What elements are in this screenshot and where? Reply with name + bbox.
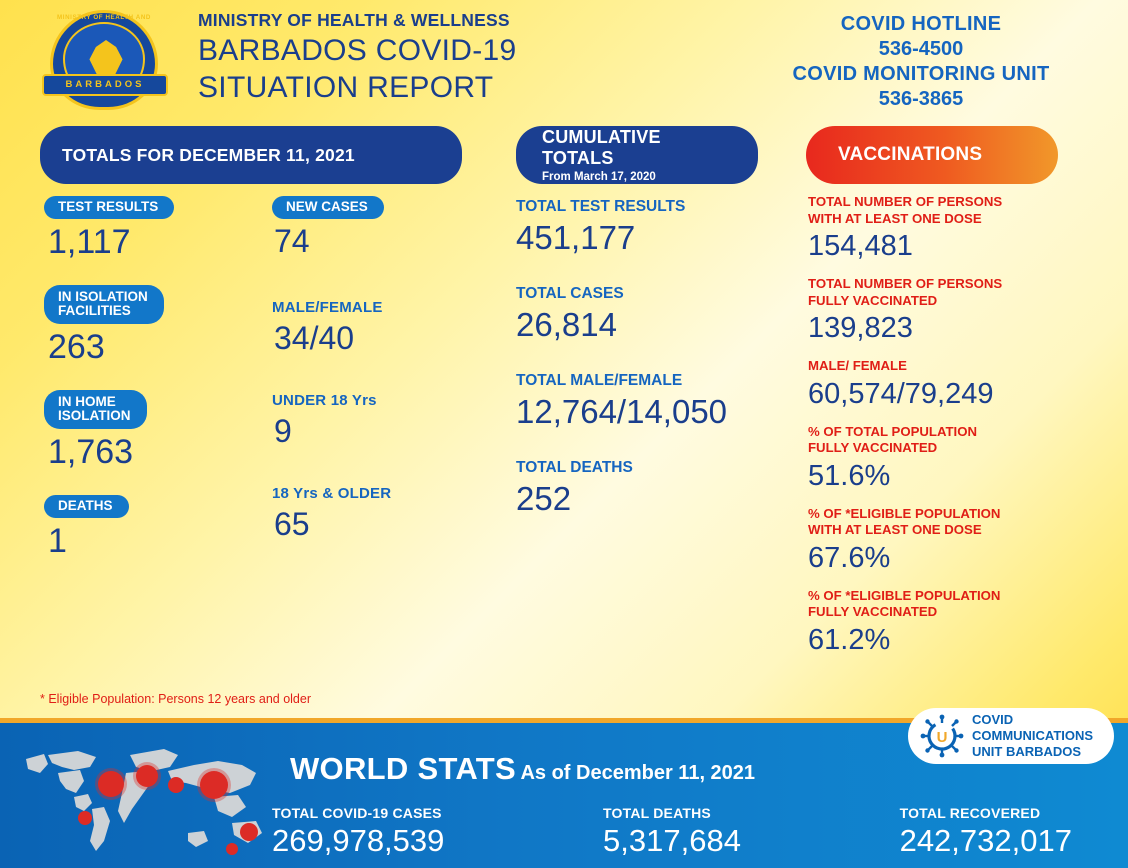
stat-value: 26,814 [516, 306, 617, 343]
stat-value: 1,117 [48, 223, 131, 261]
stat-label: TOTAL COVID-19 CASES [272, 805, 442, 821]
world-total-cases [272, 805, 444, 859]
stat-label-line2: FULLY VACCINATED [808, 292, 938, 308]
covid-unit-virus-icon [920, 714, 964, 758]
stat-label: UNDER 18 Yrs [272, 392, 377, 409]
report-titles [198, 10, 718, 105]
ministry-crest-logo [30, 8, 178, 112]
stat-label: DEATHS [44, 495, 129, 518]
cumulative-column [516, 198, 784, 542]
stat-label: TOTAL CASES [516, 285, 624, 302]
stat-label [44, 390, 147, 429]
stat-in-isolation-facilities [44, 285, 264, 368]
vax-at-least-one-dose [808, 194, 1068, 264]
virus-marker-icon [200, 771, 228, 799]
stat-value: 60,574/79,249 [808, 377, 994, 410]
virus-marker-icon [136, 765, 158, 787]
vax-fully-vaccinated [808, 276, 1068, 346]
vax-pct-eligible-fully [808, 588, 1068, 658]
daily-totals-header: TOTALS FOR DECEMBER 11, 2021 [40, 126, 462, 184]
stat-deaths [44, 495, 264, 562]
eligible-population-footnote: * Eligible Population: Persons 12 years and older [40, 692, 312, 706]
world-total-recovered [900, 805, 1072, 859]
world-stats-title-group [290, 751, 755, 787]
stat-label-line1: MALE/ FEMALE [808, 358, 907, 373]
daily-left-column [44, 196, 264, 584]
stat-under-18 [272, 392, 482, 451]
stat-value: 65 [274, 506, 310, 542]
stat-value: 1,763 [48, 433, 134, 471]
stat-value: 139,823 [808, 312, 913, 344]
stat-label: TOTAL DEATHS [603, 805, 711, 821]
stat-value: 154,481 [808, 230, 913, 262]
report-header [0, 0, 1128, 118]
stat-label-line2: FULLY VACCINATED [808, 440, 938, 455]
contact-block [756, 12, 1086, 112]
stat-label-line1: % OF TOTAL POPULATION [808, 423, 977, 439]
stat-in-home-isolation [44, 390, 264, 473]
stat-label: TEST RESULTS [44, 196, 174, 219]
stat-label: TOTAL RECOVERED [899, 805, 1041, 821]
ministry-name: MINISTRY OF HEALTH & WELLNESS [198, 10, 510, 30]
stat-value: 51.6% [808, 459, 891, 492]
stat-label: TOTAL TEST RESULTS [516, 198, 686, 215]
stat-label-line2: FULLY VACCINATED [808, 604, 938, 619]
stat-value: 67.6% [808, 541, 891, 574]
stat-value: 242,732,017 [899, 823, 1072, 858]
cumulative-header-line2: From March 17, 2020 [542, 171, 656, 183]
stat-18-and-older [272, 485, 482, 544]
vax-pct-total-population-fully [808, 424, 1068, 494]
cumulative-total-cases [516, 285, 784, 346]
stat-label-line2: WITH AT LEAST ONE DOSE [808, 210, 982, 226]
virus-marker-icon [226, 843, 238, 855]
stat-value: 74 [274, 223, 310, 259]
stat-label-line1: IN HOME [58, 394, 116, 409]
stat-value: 12,764/14,050 [516, 393, 728, 430]
report-title-line1: BARBADOS COVID-19 [198, 34, 517, 67]
stat-label: TOTAL MALE/FEMALE [516, 372, 683, 389]
monitoring-unit-number[interactable]: 536-3865 [878, 88, 964, 110]
cumulative-totals-header [516, 126, 758, 184]
virus-marker-icon [98, 771, 124, 797]
stat-label: NEW CASES [272, 196, 384, 219]
world-stats-subtitle: As of December 11, 2021 [520, 762, 756, 784]
stat-value: 61.2% [808, 623, 891, 656]
stat-label-line1: % OF *ELIGIBLE POPULATION [808, 505, 1001, 521]
world-map-graphic [18, 737, 276, 859]
svg-text:U: U [936, 729, 948, 746]
world-stats-title: WORLD STATS [290, 751, 517, 786]
stat-male-female [272, 299, 482, 358]
vax-male-female [808, 358, 1068, 412]
ccu-line1: COVID COMMUNICATIONS [972, 712, 1094, 743]
stat-new-cases [272, 196, 482, 261]
vaccinations-header: VACCINATIONS [806, 126, 1058, 184]
ccu-line2: UNIT BARBADOS [972, 744, 1082, 759]
crest-country-band: BARBADOS [42, 74, 168, 96]
ccu-logo-badge [908, 708, 1114, 764]
stat-label: 18 Yrs & OLDER [272, 485, 392, 502]
cumulative-total-male-female [516, 372, 784, 433]
stat-label-line2: ISOLATION [58, 408, 131, 423]
daily-second-column [272, 196, 482, 566]
stat-value: 1 [48, 522, 67, 560]
stat-label-line1: % OF *ELIGIBLE POPULATION [808, 587, 1001, 603]
stat-value: 269,978,539 [272, 823, 445, 858]
crest-ring-top-text: MINISTRY OF HEALTH AND [57, 14, 151, 21]
stat-value: 34/40 [274, 320, 355, 356]
stat-label-line1: IN ISOLATION [58, 289, 148, 304]
stat-label: TOTAL DEATHS [516, 459, 633, 476]
stat-label-line2: FACILITIES [58, 303, 131, 318]
stat-value: 252 [516, 480, 572, 517]
stat-value: 9 [274, 413, 292, 449]
vaccinations-column [808, 194, 1068, 670]
cumulative-total-deaths [516, 459, 784, 520]
world-stats-list [272, 805, 1072, 859]
stat-value: 5,317,684 [603, 823, 741, 858]
ccu-text-block [972, 712, 1114, 760]
stat-label [44, 285, 164, 324]
stat-label-line1: TOTAL NUMBER OF PERSONS [808, 194, 1003, 209]
virus-marker-icon [240, 823, 258, 841]
stat-label-line1: TOTAL NUMBER OF PERSONS [808, 276, 1003, 291]
report-title-line2: SITUATION REPORT [198, 71, 494, 104]
virus-marker-icon [78, 811, 92, 825]
stat-test-results [44, 196, 264, 263]
stat-label-line2: WITH AT LEAST ONE DOSE [808, 522, 982, 537]
monitoring-unit-label: COVID MONITORING UNIT [792, 63, 1050, 85]
vax-pct-eligible-one-dose [808, 506, 1068, 576]
stat-value: 451,177 [516, 219, 636, 256]
virus-marker-icon [168, 777, 184, 793]
cumulative-header-line1: CUMULATIVE TOTALS [542, 127, 661, 168]
world-total-deaths [603, 805, 741, 859]
cumulative-total-test-results [516, 198, 784, 259]
hotline-label: COVID HOTLINE [840, 13, 1002, 35]
hotline-number[interactable]: 536-4500 [878, 38, 964, 60]
stat-value: 263 [48, 328, 105, 366]
stat-label: MALE/FEMALE [272, 299, 383, 316]
